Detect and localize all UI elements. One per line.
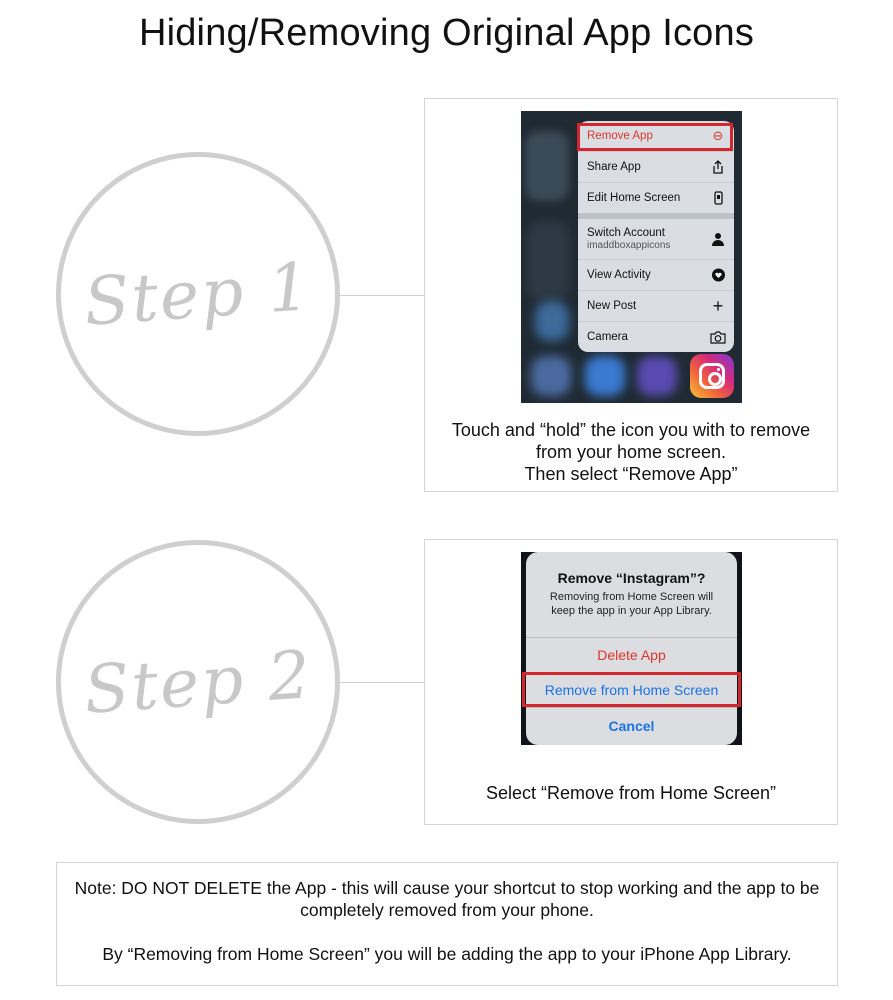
flash-dot xyxy=(717,368,720,371)
menu-item-view-activity[interactable] xyxy=(578,260,734,291)
share-icon xyxy=(710,159,726,175)
step-2-caption: Select “Remove from Home Screen” xyxy=(485,783,777,803)
camera-icon xyxy=(710,329,726,345)
note-box xyxy=(56,862,838,986)
step-1-label: Step 1 xyxy=(81,247,315,341)
menu-item-label: Edit Home Screen xyxy=(587,192,681,204)
menu-item-new-post[interactable] xyxy=(578,291,734,322)
menu-item-label: Share App xyxy=(587,161,641,173)
alert-title: Remove “Instagram”? xyxy=(557,570,706,586)
lens xyxy=(708,372,722,386)
menu-item-label: Camera xyxy=(587,331,628,343)
delete-app-button[interactable]: Delete App xyxy=(526,637,737,672)
step-1-connector xyxy=(340,295,425,296)
context-menu xyxy=(578,121,734,352)
caption-line: from your home screen. xyxy=(535,442,727,462)
step-1-circle xyxy=(56,152,340,436)
menu-item-label: New Post xyxy=(587,300,637,312)
page-title: Hiding/Removing Original App Icons xyxy=(138,12,755,54)
person-icon xyxy=(710,231,726,247)
instagram-app-icon[interactable] xyxy=(690,354,734,398)
menu-item-label: View Activity xyxy=(587,269,651,281)
menu-item-title: Switch Account xyxy=(587,227,665,239)
note-info: By “Removing from Home Screen” you will be adding the app to your iPhone App Library. xyxy=(102,944,792,964)
remove-from-home-highlight xyxy=(522,672,741,707)
phone-icon xyxy=(710,190,726,206)
camera-glyph xyxy=(699,363,725,389)
menu-item-label: Remove App xyxy=(587,130,653,142)
cancel-button[interactable]: Cancel xyxy=(526,707,737,744)
alert-body: Removing from Home Screen will keep the app in your App Library. xyxy=(549,591,714,617)
menu-item-switch-account[interactable] xyxy=(578,219,734,260)
plus-icon: + xyxy=(712,295,724,316)
step-2-circle xyxy=(56,540,340,824)
step-2-screenshot xyxy=(521,552,742,745)
step-2-connector xyxy=(340,682,425,683)
menu-item-share-app[interactable] xyxy=(578,152,734,183)
menu-item-label xyxy=(587,227,710,251)
remove-from-home-screen-button[interactable]: Remove from Home Screen xyxy=(526,672,737,707)
menu-item-camera[interactable] xyxy=(578,322,734,352)
note-warning: Note: DO NOT DELETE the App - this will cause your shortcut to stop working and the app to be completely removed from your phone. xyxy=(74,878,820,920)
menu-item-edit-home-screen[interactable] xyxy=(578,183,734,219)
heart-bubble-icon xyxy=(710,267,726,283)
caption-line: Touch and “hold” the icon you with to remove xyxy=(451,420,811,440)
remove-app-highlight xyxy=(577,123,733,151)
caption-line: Then select “Remove App” xyxy=(524,464,738,484)
step-1-screenshot xyxy=(521,111,742,403)
step-1-caption xyxy=(425,419,837,485)
menu-item-subtitle: imaddboxappicons xyxy=(587,240,671,251)
minus-circle-icon: ⊖ xyxy=(712,128,724,143)
remove-alert xyxy=(526,552,737,745)
step-2-label: Step 2 xyxy=(81,635,315,729)
